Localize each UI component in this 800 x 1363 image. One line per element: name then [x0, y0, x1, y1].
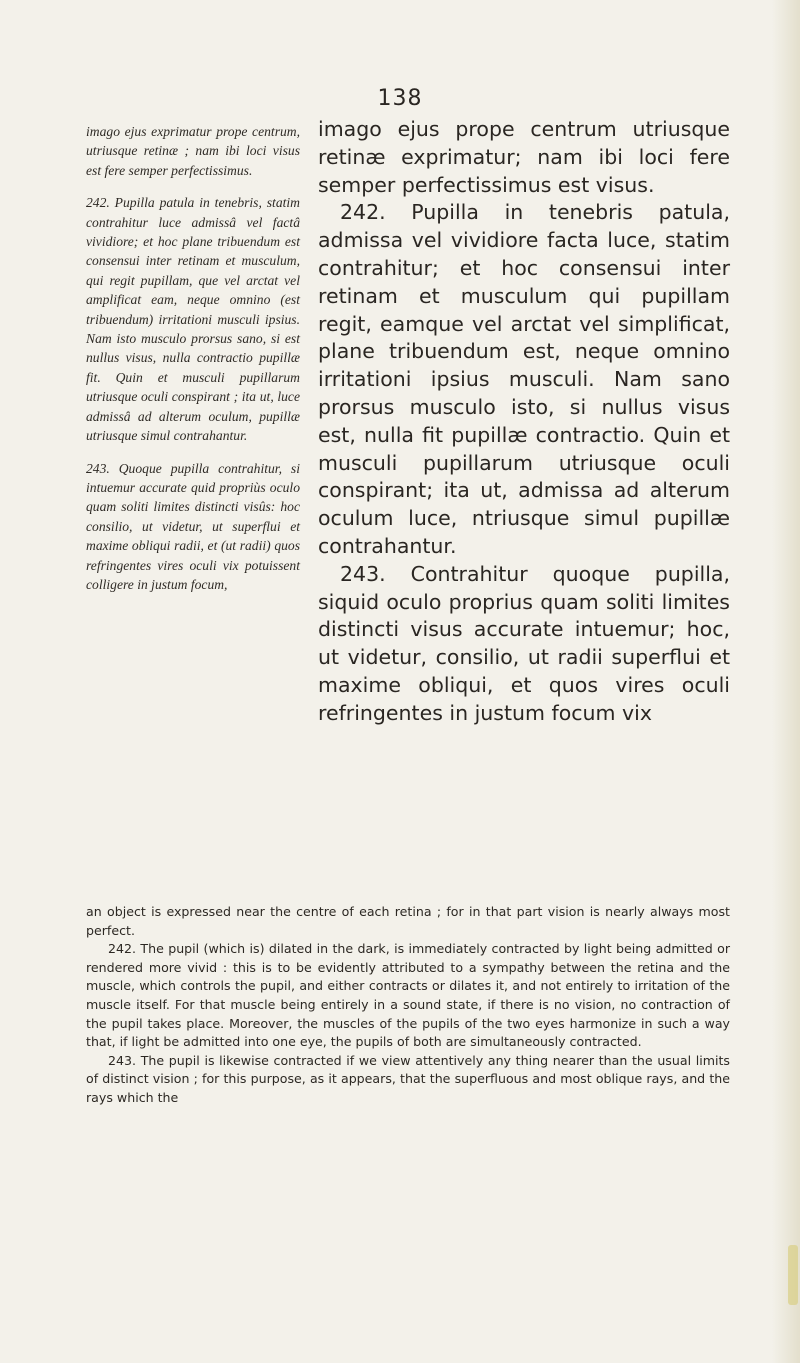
translation-paragraph: an object is expressed near the centre of each retina ; for in that part vision is nearly always most perfect.	[86, 904, 730, 938]
page-edge-shadow	[772, 0, 800, 1363]
main-paragraph: 242. Pupilla in tenebris patula, admissa vel vividiore facta luce, statim contrahitur; et hoc consensui inter retinam et musculum qui pupillam regit, eamque vel arctat vel simplificat, plane tribuendum est, neque omnino irritationi ipsius musculi. Nam sano prorsus musculo isto, si nullus visus est, nulla fit pupillæ contractio. Quin et musculi pupillarum utriusque oculi conspirant; ita ut, admissa ad alterum oculum luce, ntriusque simul pupillæ contrahantur.	[318, 200, 730, 558]
margin-paragraph: 243. Quoque pupilla contrahitur, si intuemur accurate quid propriùs oculo quam soliti limites distincti visûs: hoc consilio, ut videtur, ut superflui et maxime obliqui radii, et (ut radii) quos refringentes vires oculi vix potuissent colligere in justum focum,	[86, 460, 300, 592]
page-number: 138	[377, 86, 423, 111]
margin-paragraph: imago ejus exprimatur prope centrum, utriusque retinæ ; nam ibi loci visus est fere semper perfectissimus.	[86, 124, 300, 178]
main-latin-column	[318, 116, 730, 728]
english-translation	[86, 903, 730, 1108]
main-paragraph: 243. Contrahitur quoque pupilla, siquid oculo proprius quam soliti limites distincti visus accurate intuemur; hoc, ut videtur, consilio, ut radii superflui et maxime obliqui, et quos vires oculi refringentes in justum focum vix	[318, 561, 730, 725]
scan-marker	[788, 1245, 798, 1305]
margin-paragraph: 242. Pupilla patula in tenebris, statim contrahitur luce admissâ vel factâ vividiore; et hoc plane tribuendum est consensui inter retinam et musculum, qui regit pupillam, que vel arctat vel amplificat eam, neque omnino (est tribuendum) irritationi musculi ipsius. Nam isto musculo prorsus sano, si est nullus visus, nulla contractio pupillæ fit. Quin et musculi pupillarum utriusque oculi conspirant ; ita ut, luce admissâ ad alterum oculum, pupillæ utriusque simul contrahantur.	[86, 195, 300, 444]
translation-paragraph: 242. The pupil (which is) dilated in the dark, is immediately contracted by light being admitted or rendered more vivid : this is to be evidently attributed to a sympathy between the retina and the muscle, which controls the pupil, and either contracts or dilates it, and not entirely to irritation of the muscle itself. For that muscle being entirely in a sound state, if there is no vision, no contraction of the pupil takes place. Moreover, the muscles of the pupils of the two eyes harmonize in such a way that, if light be admitted into one eye, the pupils of both are simultaneously contracted.	[86, 941, 730, 1050]
main-paragraph: imago ejus prope centrum utriusque retinæ exprimatur; nam ibi loci fere semper perfectissimus est visus.	[318, 117, 730, 197]
translation-paragraph: 243. The pupil is likewise contracted if we view attentively any thing nearer than the usual limits of distinct vision ; for this purpose, as it appears, that the superfluous and most oblique rays, and the rays which the	[86, 1052, 730, 1105]
margin-latin-column	[86, 122, 300, 594]
